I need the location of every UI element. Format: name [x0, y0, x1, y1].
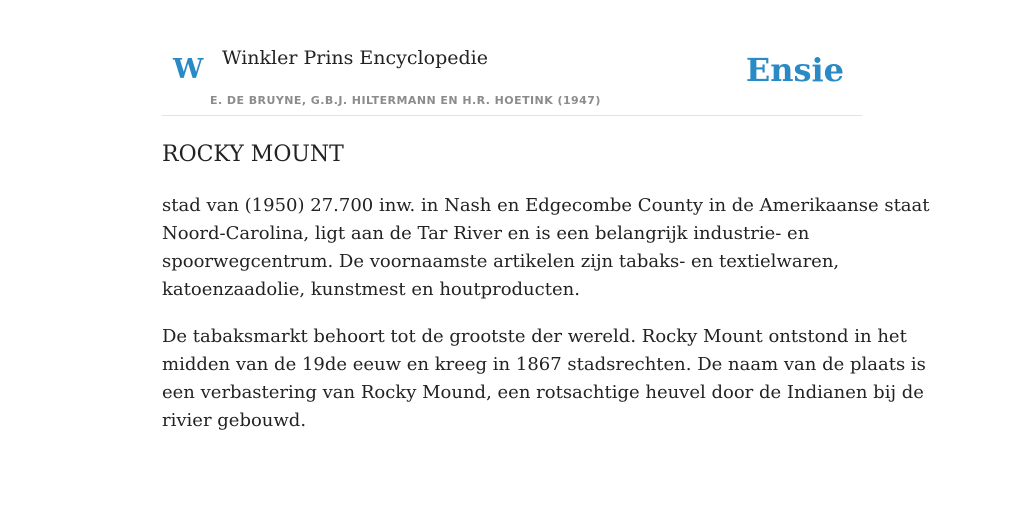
paragraph-line: De tabaksmarkt behoort tot de grootste der wereld. Rocky Mount ontstond in het [162, 326, 907, 347]
article-paragraph-2 [162, 323, 926, 435]
brand-logo[interactable]: Ensie [745, 51, 844, 89]
source-authors: E. DE BRUYNE, G.B.J. HILTERMANN EN H.R. HOETINK (1947) [210, 94, 601, 107]
paragraph-line: midden van de 19de eeuw en kreeg in 1867 stadsrechten. De naam van de plaats is [162, 354, 926, 375]
paragraph-line: katoenzaadolie, kunstmest en houtproducten. [162, 279, 580, 300]
article-title: ROCKY MOUNT [162, 142, 344, 167]
paragraph-line: stad van (1950) 27.700 inw. in Nash en Edgecombe County in de Amerikaanse staat [162, 195, 930, 216]
paragraph-line: Noord-Carolina, ligt aan de Tar River en is een belangrijk industrie- en [162, 223, 810, 244]
source-title[interactable]: Winkler Prins Encyclopedie [222, 47, 488, 69]
paragraph-line: rivier gebouwd. [162, 410, 307, 431]
article-body [162, 192, 930, 454]
paragraph-line: spoorwegcentrum. De voornaamste artikelen zijn tabaks- en textielwaren, [162, 251, 840, 272]
source-header [162, 40, 862, 116]
article-paragraph-1 [162, 192, 930, 304]
page [162, 0, 930, 512]
paragraph-line: een verbastering van Rocky Mound, een rotsachtige heuvel door de Indianen bij de [162, 382, 924, 403]
source-logo[interactable]: W [173, 54, 204, 85]
